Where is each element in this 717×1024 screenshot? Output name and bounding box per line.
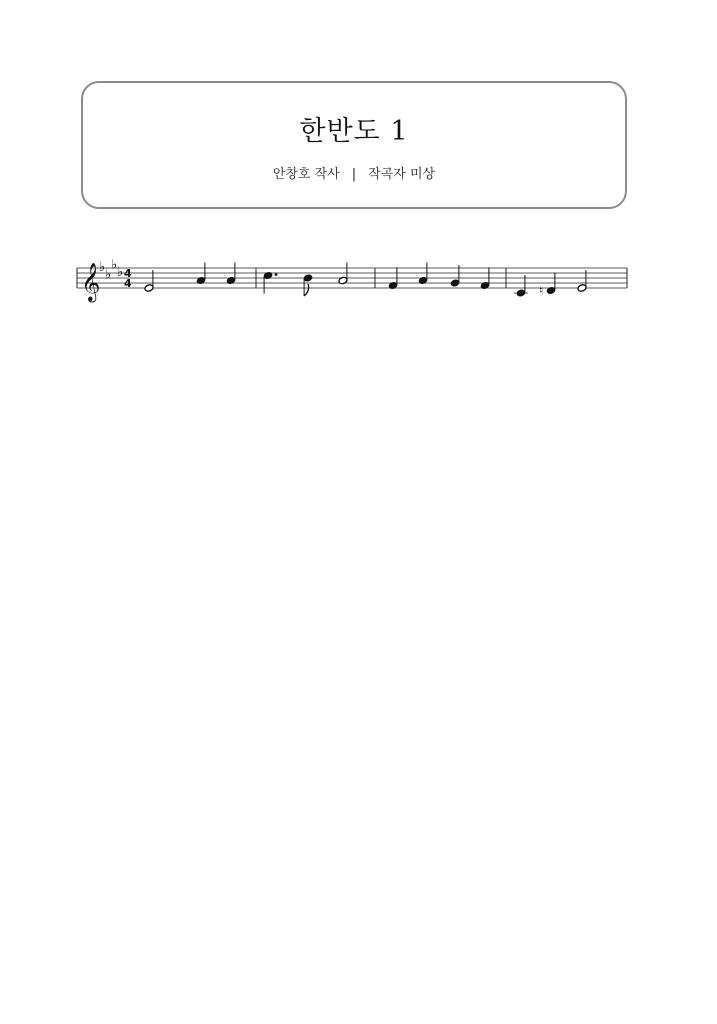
augmentation-dot [275,273,278,276]
note [196,263,206,285]
key-flat: ♭ [111,257,118,273]
key-flat: ♭ [117,265,124,280]
note [226,263,236,285]
note [539,273,556,298]
note [338,263,348,285]
time-signature-bottom: 4 [124,277,132,290]
treble-clef: 𝄞 [81,262,101,301]
note [418,263,428,285]
credits-separator: | [351,167,357,182]
key-flat: ♭ [99,260,106,275]
natural-accidental: ♮ [539,283,544,298]
time-signature-top: 4 [124,267,132,280]
key-flat: ♭ [105,267,112,283]
song-title: 한반도 1 [299,116,409,147]
note [480,268,490,290]
lyricist: 안창호 작사 [272,167,340,182]
note [303,274,313,296]
flag [304,284,309,296]
composer: 작곡자 미상 [368,167,436,182]
note [388,268,398,290]
staff-system-1 [77,258,627,304]
note [263,271,277,293]
